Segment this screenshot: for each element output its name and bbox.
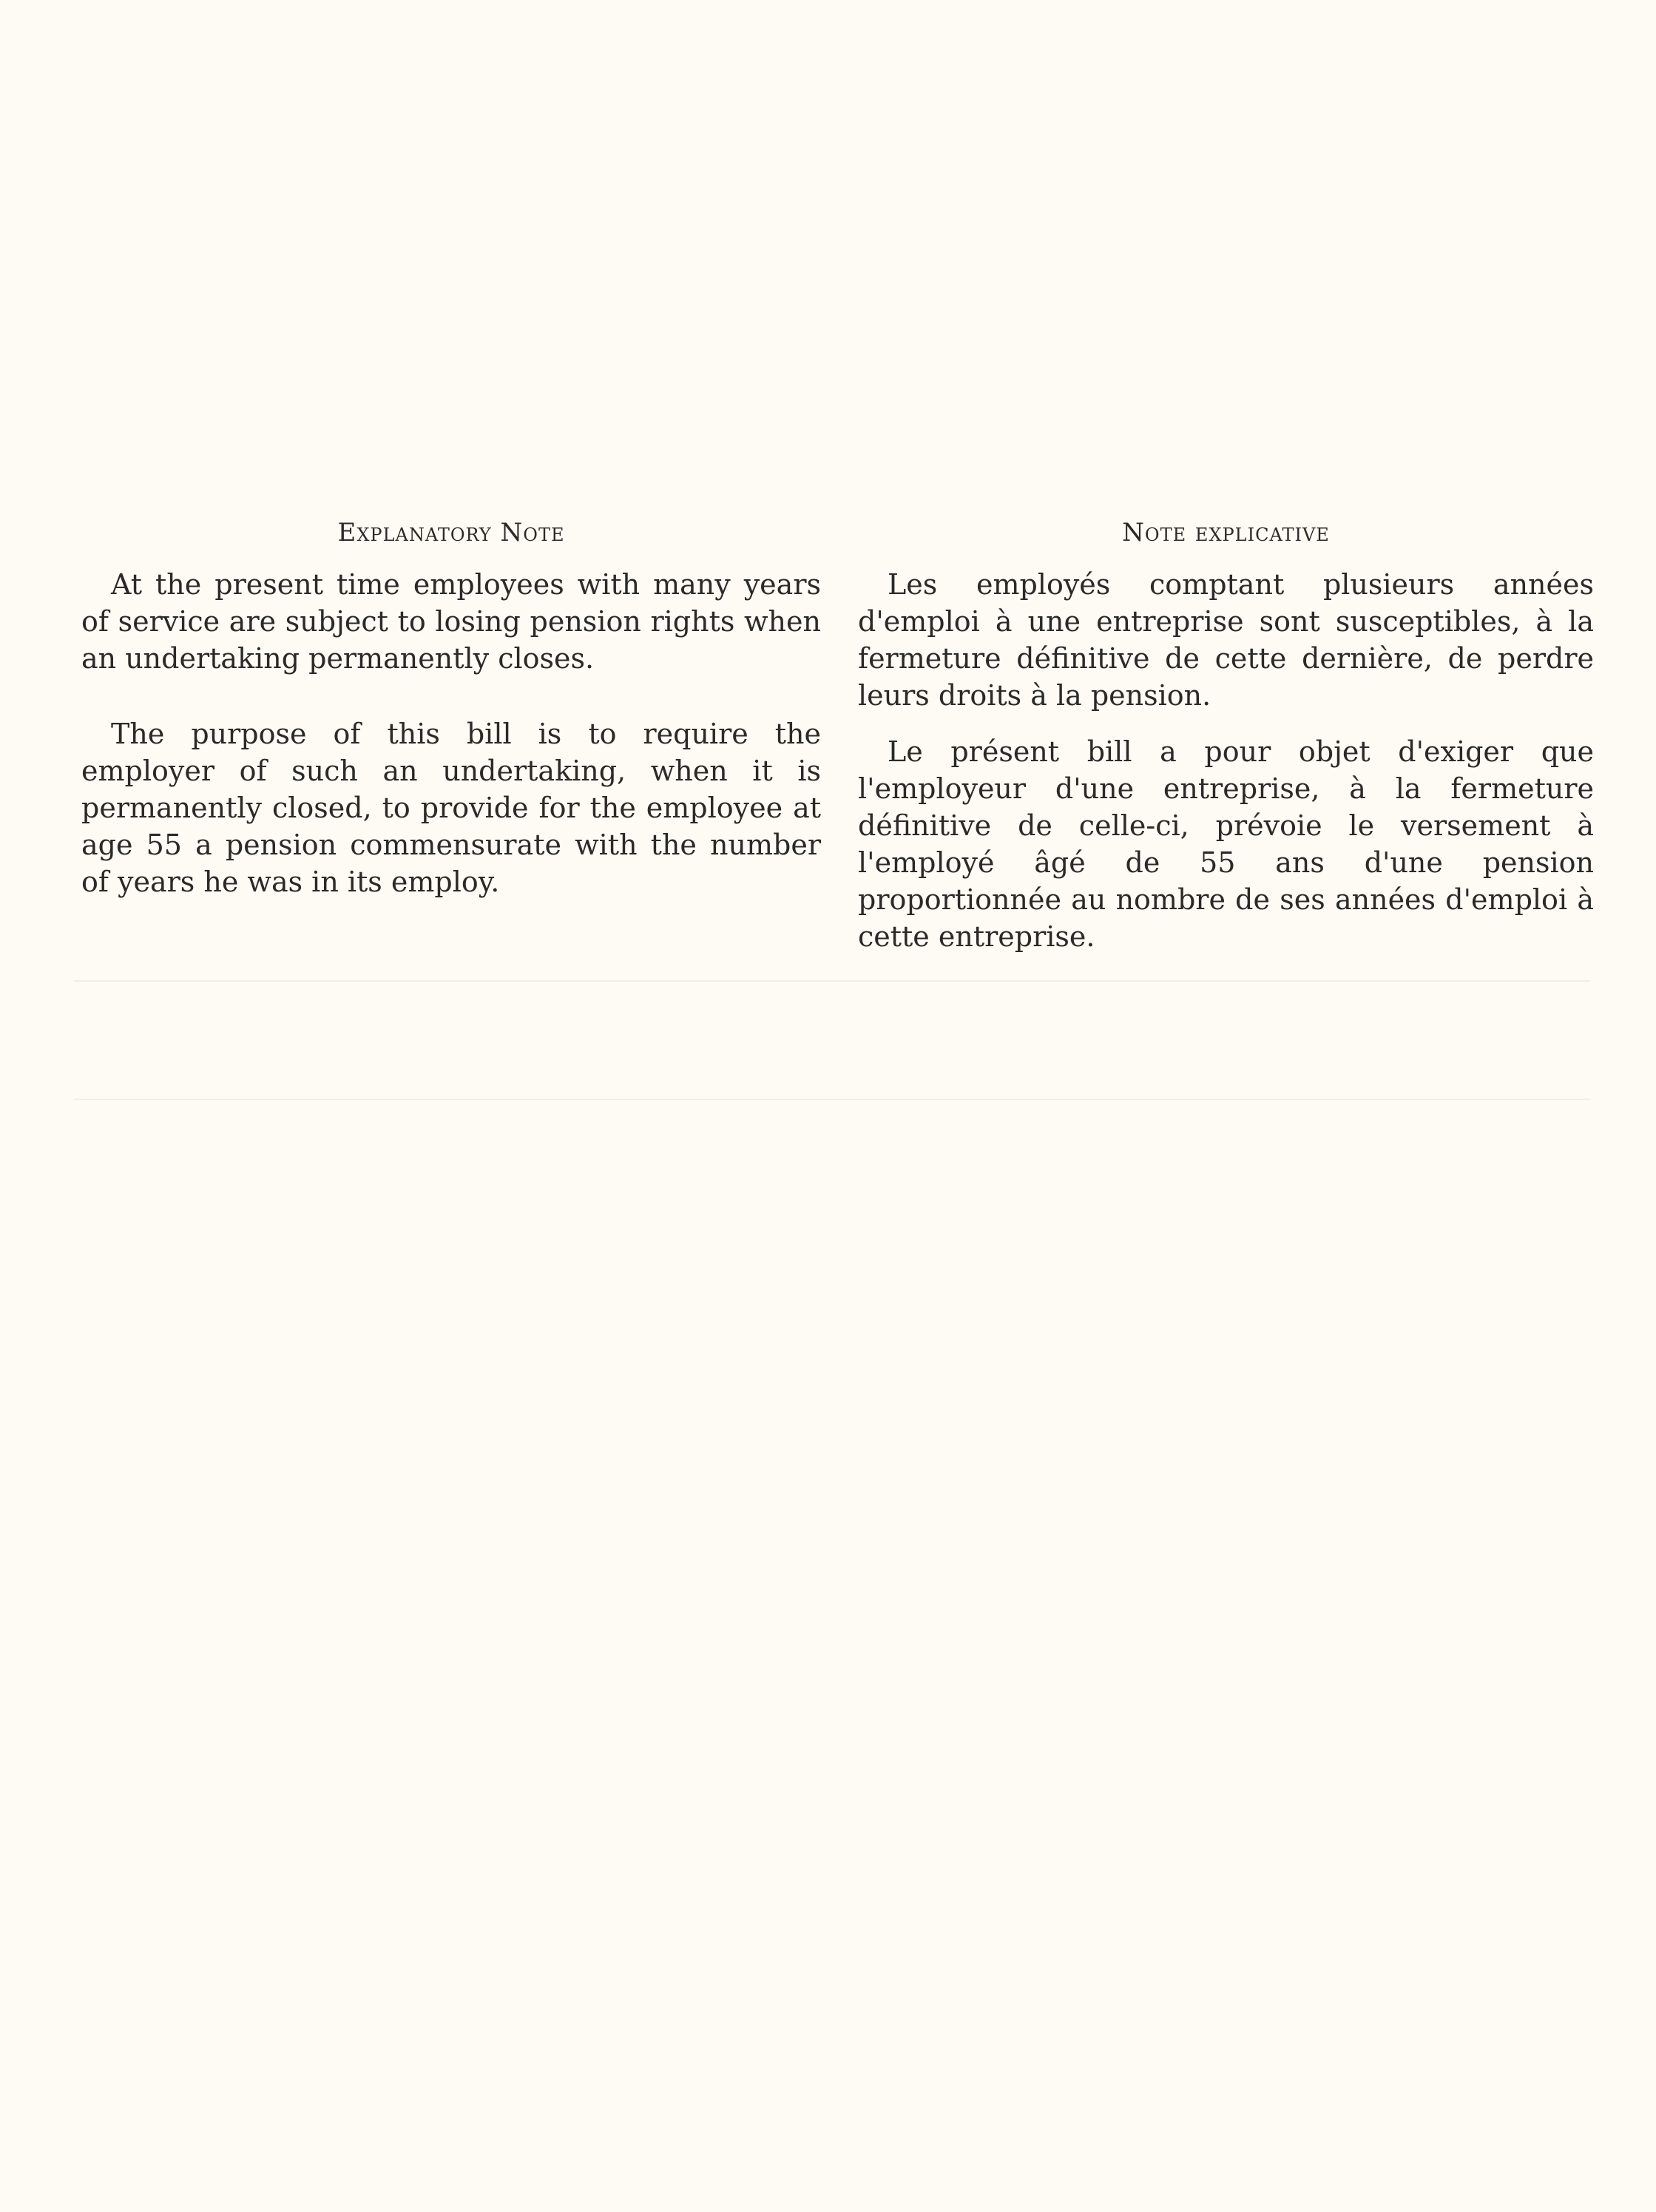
note-explicative-column <box>858 518 1594 955</box>
show-through-rule-bottom <box>74 1099 1590 1100</box>
note-explicative-paragraph-2: Le présent bill a pour objet d'exiger que l'employeur d'une entreprise, à la fermeture définitive de celle-ci, prévoie le versement à l'employé âgé de 55 ans d'une pension proportionnée au nombre de ses années d'emploi à cette entreprise. <box>858 735 1594 953</box>
explanatory-note-column <box>81 518 821 900</box>
show-through-rule-top <box>74 980 1590 982</box>
explanatory-note-paragraph-1: At the present time employees with many years of service are subject to losing pension rights when an undertaking permanently closes. <box>81 567 821 675</box>
explanatory-note-heading: Explanatory Note <box>337 518 565 547</box>
note-explicative-heading: Note explicative <box>1122 518 1330 547</box>
note-explicative-paragraph-1: Les employés comptant plusieurs années d'emploi à une entreprise sont susceptibles, à la fermeture définitive de cette dernière, de perdre leurs droits à la pension. <box>858 567 1594 712</box>
explanatory-note-paragraph-2: The purpose of this bill is to require the employer of such an undertaking, when it is permanently closed, to provide for the employee at age 55 a pension commensurate with the number of years he was in its employ. <box>81 717 821 898</box>
